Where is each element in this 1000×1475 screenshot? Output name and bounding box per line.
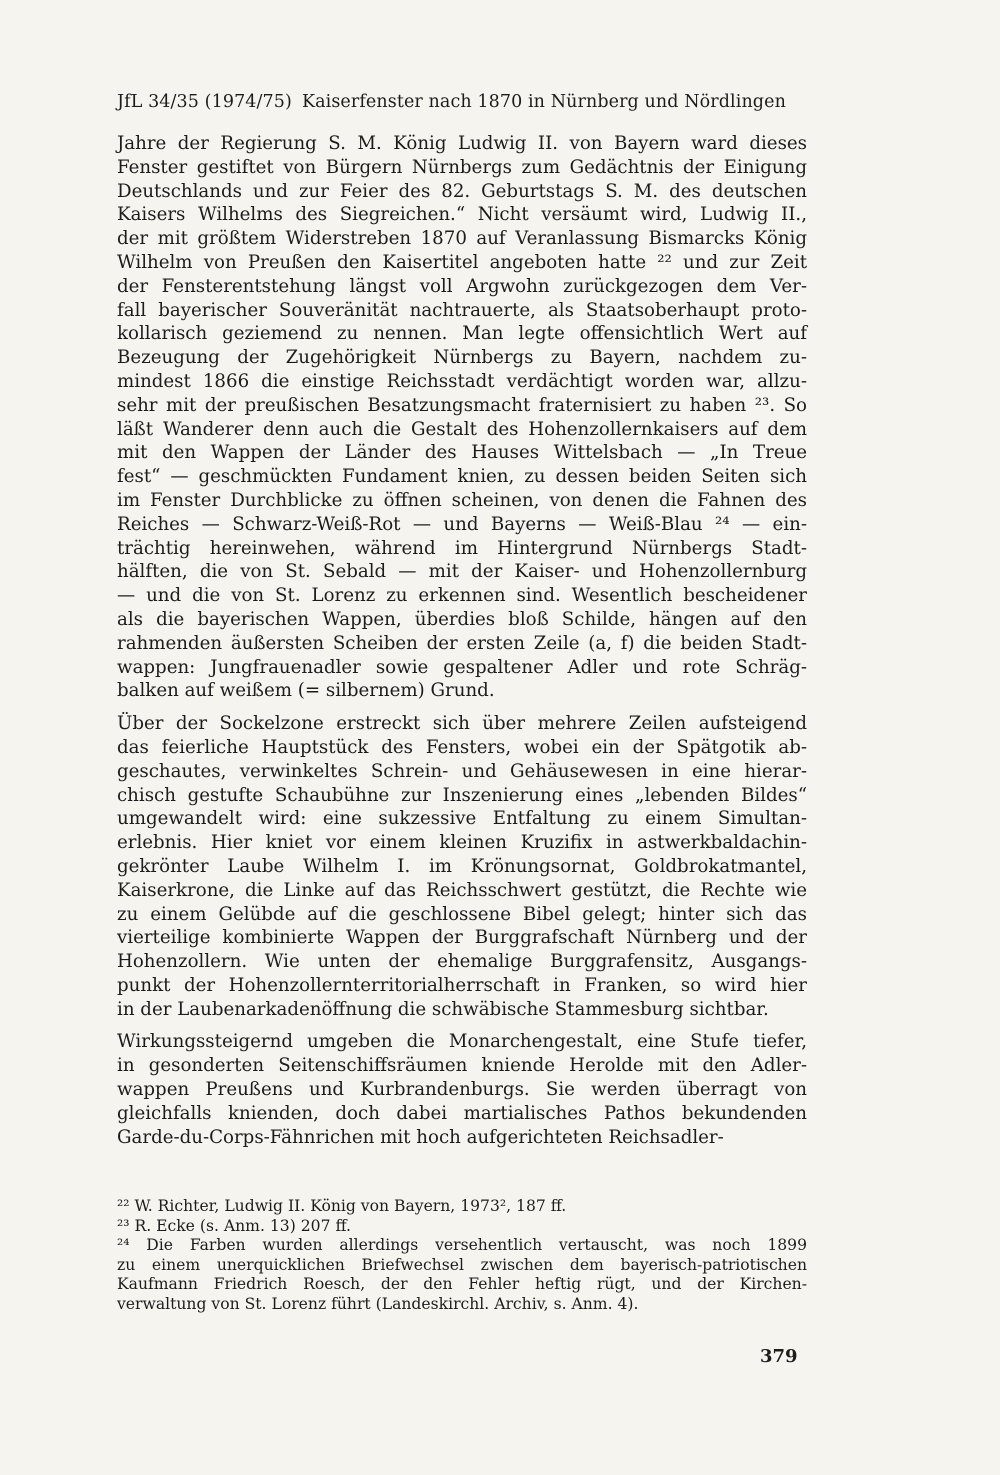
- footnote-line: ²³ R. Ecke (s. Anm. 13) 207 ff.: [117, 1216, 351, 1235]
- running-head-journal: JfL 34/35 (1974/75): [117, 92, 292, 112]
- text-line: kollarisch geziemend zu nennen. Man legte offensichtlich Wert auf: [117, 323, 807, 345]
- text-line: trächtig hereinwehen, während im Hintergrund Nürnbergs Stadt-: [117, 537, 807, 559]
- text-line: hälften, die von St. Sebald — mit der Kaiser- und Hohenzollernburg: [117, 561, 807, 583]
- text-line: gekrönter Laube Wilhelm I. im Krönungsornat, Goldbrokatmantel,: [117, 855, 807, 877]
- text-line: Kaisers Wilhelms des Siegreichen.“ Nicht versäumt wird, Ludwig II.,: [117, 204, 807, 226]
- text-line: gleichfalls knienden, doch dabei martialisches Pathos bekundenden: [117, 1102, 807, 1124]
- text-line: fall bayerischer Souveränität nachtrauerte, als Staatsoberhaupt proto-: [117, 299, 807, 321]
- running-head: [117, 92, 807, 112]
- text-line: Wilhelm von Preußen den Kaisertitel angeboten hatte ²² und zur Zeit: [117, 251, 807, 273]
- text-line: punkt der Hohenzollernterritorialherrschaft in Franken, so wird hier: [117, 974, 807, 996]
- footnote-line: ²⁴ Die Farben wurden allerdings versehentlich vertauscht, was noch 1899: [117, 1236, 807, 1254]
- text-line: sehr mit der preußischen Besatzungsmacht fraternisiert zu haben ²³. So: [117, 394, 807, 416]
- text-line: Bezeugung der Zugehörigkeit Nürnbergs zu Bayern, nachdem zu-: [117, 347, 807, 369]
- text-line: mindest 1866 die einstige Reichsstadt verdächtigt worden war, allzu-: [117, 370, 807, 392]
- text-line: chisch gestufte Schaubühne zur Inszenierung eines „lebenden Bildes“: [117, 784, 807, 806]
- text-line: geschautes, verwinkeltes Schrein- und Gehäusewesen in eine hierar-: [117, 760, 807, 782]
- footnote-line: zu einem unerquicklichen Briefwechsel zwischen dem bayerisch-patriotischen: [117, 1255, 807, 1274]
- text-line: das feierliche Hauptstück des Fensters, wobei ein der Spätgotik ab-: [117, 736, 807, 758]
- text-line: Hohenzollern. Wie unten der ehemalige Burggrafensitz, Ausgangs-: [117, 951, 807, 973]
- text-line: zu einem Gelübde auf die geschlossene Bibel gelegt; hinter sich das: [117, 903, 807, 925]
- text-line: läßt Wanderer denn auch die Gestalt des Hohenzollernkaisers auf dem: [117, 418, 807, 440]
- text-line: wappen: Jungfrauenadler sowie gespaltener Adler und rote Schräg-: [117, 656, 807, 678]
- footnote-line: Kaufmann Friedrich Roesch, der den Fehler heftig rügt, und der Kirchen-: [117, 1275, 807, 1293]
- paragraph-3: [117, 1030, 807, 1149]
- text-line: vierteilige kombinierte Wappen der Burggrafschaft Nürnberg und der: [117, 927, 807, 949]
- text-line: im Fenster Durchblicke zu öffnen scheinen, von denen die Fahnen des: [117, 489, 807, 511]
- text-line: Reiches — Schwarz-Weiß-Rot — und Bayerns — Weiß-Blau ²⁴ — ein-: [117, 513, 807, 535]
- text-line: wappen Preußens und Kurbrandenburgs. Sie werden überragt von: [117, 1079, 807, 1101]
- text-line: rahmenden äußersten Scheiben der ersten Zeile (a, f) die beiden Stadt-: [117, 632, 807, 654]
- text-line: fest“ — geschmückten Fundament knien, zu dessen beiden Seiten sich: [117, 466, 807, 488]
- running-head-title: Kaiserfenster nach 1870 in Nürnberg und Nördlingen: [301, 92, 786, 112]
- body-text: [117, 132, 807, 1149]
- text-line: in der Laubenarkadenöffnung die schwäbische Stammesburg sichtbar.: [117, 998, 769, 1020]
- paragraph-1: [117, 132, 807, 703]
- text-line: balken auf weißem (= silbernem) Grund.: [117, 680, 495, 702]
- text-line: Garde-du-Corps-Fähnrichen mit hoch aufgerichteten Reichsadler-: [117, 1126, 724, 1148]
- text-line: Jahre der Regierung S. M. König Ludwig II. von Bayern ward dieses: [117, 133, 807, 154]
- text-line: Wirkungssteigernd umgeben die Monarchengestalt, eine Stufe tiefer,: [117, 1031, 807, 1053]
- text-line: Fenster gestiftet von Bürgern Nürnbergs zum Gedächtnis der Einigung: [117, 156, 807, 178]
- page-number: 379: [760, 1346, 798, 1367]
- text-line: erlebnis. Hier kniet vor einem kleinen Kruzifix in astwerkbaldachin-: [117, 832, 807, 854]
- text-line: — und die von St. Lorenz zu erkennen sind. Wesentlich bescheidener: [117, 585, 807, 607]
- text-line: der Fensterentstehung längst voll Argwohn zurückgezogen dem Ver-: [117, 275, 807, 297]
- text-line: Über der Sockelzone erstreckt sich über mehrere Zeilen aufsteigend: [117, 713, 807, 735]
- text-line: Deutschlands und zur Feier des 82. Geburtstags S. M. des deutschen: [117, 180, 807, 202]
- paragraph-2: [117, 712, 807, 1021]
- text-line: als die bayerischen Wappen, überdies bloß Schilde, hängen auf den: [117, 608, 807, 630]
- text-line: mit den Wappen der Länder des Hauses Wittelsbach — „In Treue: [117, 442, 807, 464]
- text-line: in gesonderten Seitenschiffsräumen kniende Herolde mit den Adler-: [117, 1055, 807, 1077]
- text-line: umgewandelt wird: eine sukzessive Entfaltung zu einem Simultan-: [117, 808, 807, 830]
- footnote-23: [117, 1217, 807, 1237]
- text-line: Kaiserkrone, die Linke auf das Reichsschwert gestützt, die Rechte wie: [117, 879, 807, 901]
- footnote-line: verwaltung von St. Lorenz führt (Landeskirchl. Archiv, s. Anm. 4).: [117, 1294, 639, 1313]
- text-line: der mit größtem Widerstreben 1870 auf Veranlassung Bismarcks König: [117, 228, 807, 250]
- footnote-line: ²² W. Richter, Ludwig II. König von Bayern, 1973², 187 ff.: [117, 1197, 567, 1215]
- footnote-22: [117, 1197, 807, 1217]
- footnote-24: [117, 1236, 807, 1314]
- footnotes: [117, 1197, 807, 1314]
